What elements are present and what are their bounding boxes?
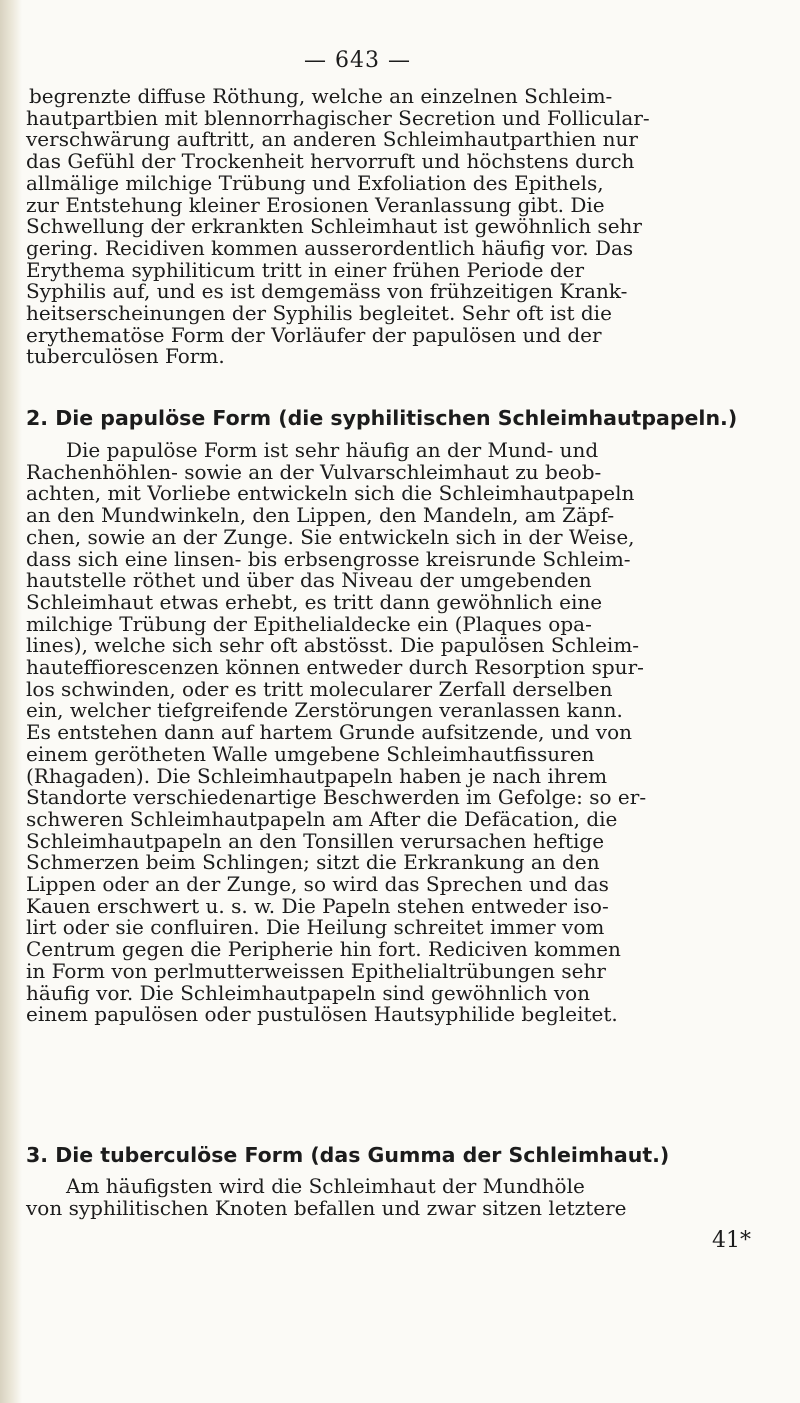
text-line: heitserscheinungen der Syphilis begleitet. Sehr oft ist die — [26, 301, 612, 326]
text-line: gering. Recidiven kommen ausserordentlich häufig vor. Das — [26, 235, 634, 260]
text-line: ein, welcher tiefgreifende Zerstörungen veranlassen kann. — [26, 698, 623, 723]
text-line: Schleimhaut etwas erhebt, es tritt dann gewöhnlich eine — [26, 589, 603, 614]
text-line: Standorte verschiedenartige Beschwerden im Gefolge: so er- — [26, 785, 647, 810]
text-line: hautpartbien mit blennorrhagischer Secretion und Follicular- — [26, 105, 650, 130]
paragraph-papulose — [26, 440, 754, 1026]
section-heading-tuberculose: 3. Die tuberculöse Form (das Gumma der Schleimhaut.) — [26, 1143, 670, 1167]
text-line: chen, sowie an der Zunge. Sie entwickeln sich in der Weise, — [26, 524, 635, 549]
text-line: in Form von perlmutterweissen Epithelialtrübungen sehr — [26, 958, 606, 983]
paragraph-tuberculose — [26, 1176, 754, 1219]
text-line: tuberculösen Form. — [26, 344, 225, 369]
text-line: schweren Schleimhautpapeln am After die Defäcation, die — [26, 806, 618, 831]
page-gutter-shadow — [0, 0, 22, 1403]
text-line: Schwellung der erkrankten Schleimhaut ist gewöhnlich sehr — [26, 214, 642, 239]
text-line: Rachenhöhlen- sowie an der Vulvarschleimhaut zu beob- — [26, 459, 602, 484]
text-line: Schleimhautpapeln an den Tonsillen verursachen heftige — [26, 828, 605, 853]
text-line: Am häufigsten wird die Schleimhaut der Mundhöle — [66, 1174, 585, 1198]
text-line: von syphilitischen Knoten befallen und zwar sitzen letztere — [26, 1195, 627, 1220]
page-number: — 643 — — [304, 48, 411, 73]
text-line: lines), welche sich sehr oft abstösst. Die papulösen Schleim- — [26, 633, 640, 658]
text-line: Centrum gegen die Peripherie hin fort. Rediciven kommen — [26, 937, 621, 962]
text-line: Es entstehen dann auf hartem Grunde aufsitzende, und von — [26, 720, 632, 745]
text-line: los schwinden, oder es tritt molecularer Zerfall derselben — [26, 676, 613, 701]
text-line: lirt oder sie confluiren. Die Heilung schreitet immer vom — [26, 915, 605, 940]
text-line: Syphilis auf, und es ist demgemäss von frühzeitigen Krank- — [26, 279, 628, 304]
text-line: einem papulösen oder pustulösen Hautsyphilide begleitet. — [26, 1002, 618, 1027]
text-line: (Rhagaden). Die Schleimhautpapeln haben je nach ihrem — [26, 763, 608, 788]
section-heading-papulose: 2. Die papulöse Form (die syphilitischen Schleimhautpapeln.) — [26, 406, 738, 430]
text-line: hauteffiorescenzen können entweder durch Resorption spur- — [26, 655, 644, 680]
text-line: häufig vor. Die Schleimhautpapeln sind gewöhnlich von — [26, 980, 591, 1005]
page-content — [26, 0, 766, 1403]
text-line: Schmerzen beim Schlingen; sitzt die Erkrankung an den — [26, 850, 600, 875]
text-line: Lippen oder an der Zunge, so wird das Sprechen und das — [26, 872, 609, 897]
text-line: das Gefühl der Trockenheit hervorruft und höchstens durch — [26, 149, 635, 174]
signature-mark: 41* — [712, 1228, 751, 1253]
text-line: hautstelle röthet und über das Niveau der umgebenden — [26, 568, 592, 593]
text-line: Erythema syphiliticum tritt in einer frühen Periode der — [26, 257, 585, 282]
text-line: verschwärung auftritt, an anderen Schleimhautparthien nur — [26, 127, 638, 152]
text-line: achten, mit Vorliebe entwickeln sich die Schleimhautpapeln — [26, 481, 635, 506]
paragraph-erythema — [26, 86, 754, 368]
text-line: begrenzte diffuse Röthung, welche an einzelnen Schleim- — [29, 84, 613, 108]
text-line: milchige Trübung der Epithelialdecke ein (Plaques opa- — [26, 611, 592, 636]
text-line: Kauen erschwert u. s. w. Die Papeln stehen entweder iso- — [26, 893, 609, 918]
text-line: einem gerötheten Walle umgebene Schleimhautfissuren — [26, 741, 595, 766]
text-line: dass sich eine linsen- bis erbsengrosse kreisrunde Schleim- — [26, 546, 631, 571]
text-line: Die papulöse Form ist sehr häufig an der Mund- und — [66, 438, 599, 462]
text-line: erythematöse Form der Vorläufer der papulösen und der — [26, 322, 602, 347]
text-line: an den Mundwinkeln, den Lippen, den Mandeln, am Zäpf- — [26, 503, 615, 528]
text-line: zur Entstehung kleiner Erosionen Veranlassung gibt. Die — [26, 192, 605, 217]
text-line: allmälige milchige Trübung und Exfoliation des Epithels, — [26, 170, 604, 195]
